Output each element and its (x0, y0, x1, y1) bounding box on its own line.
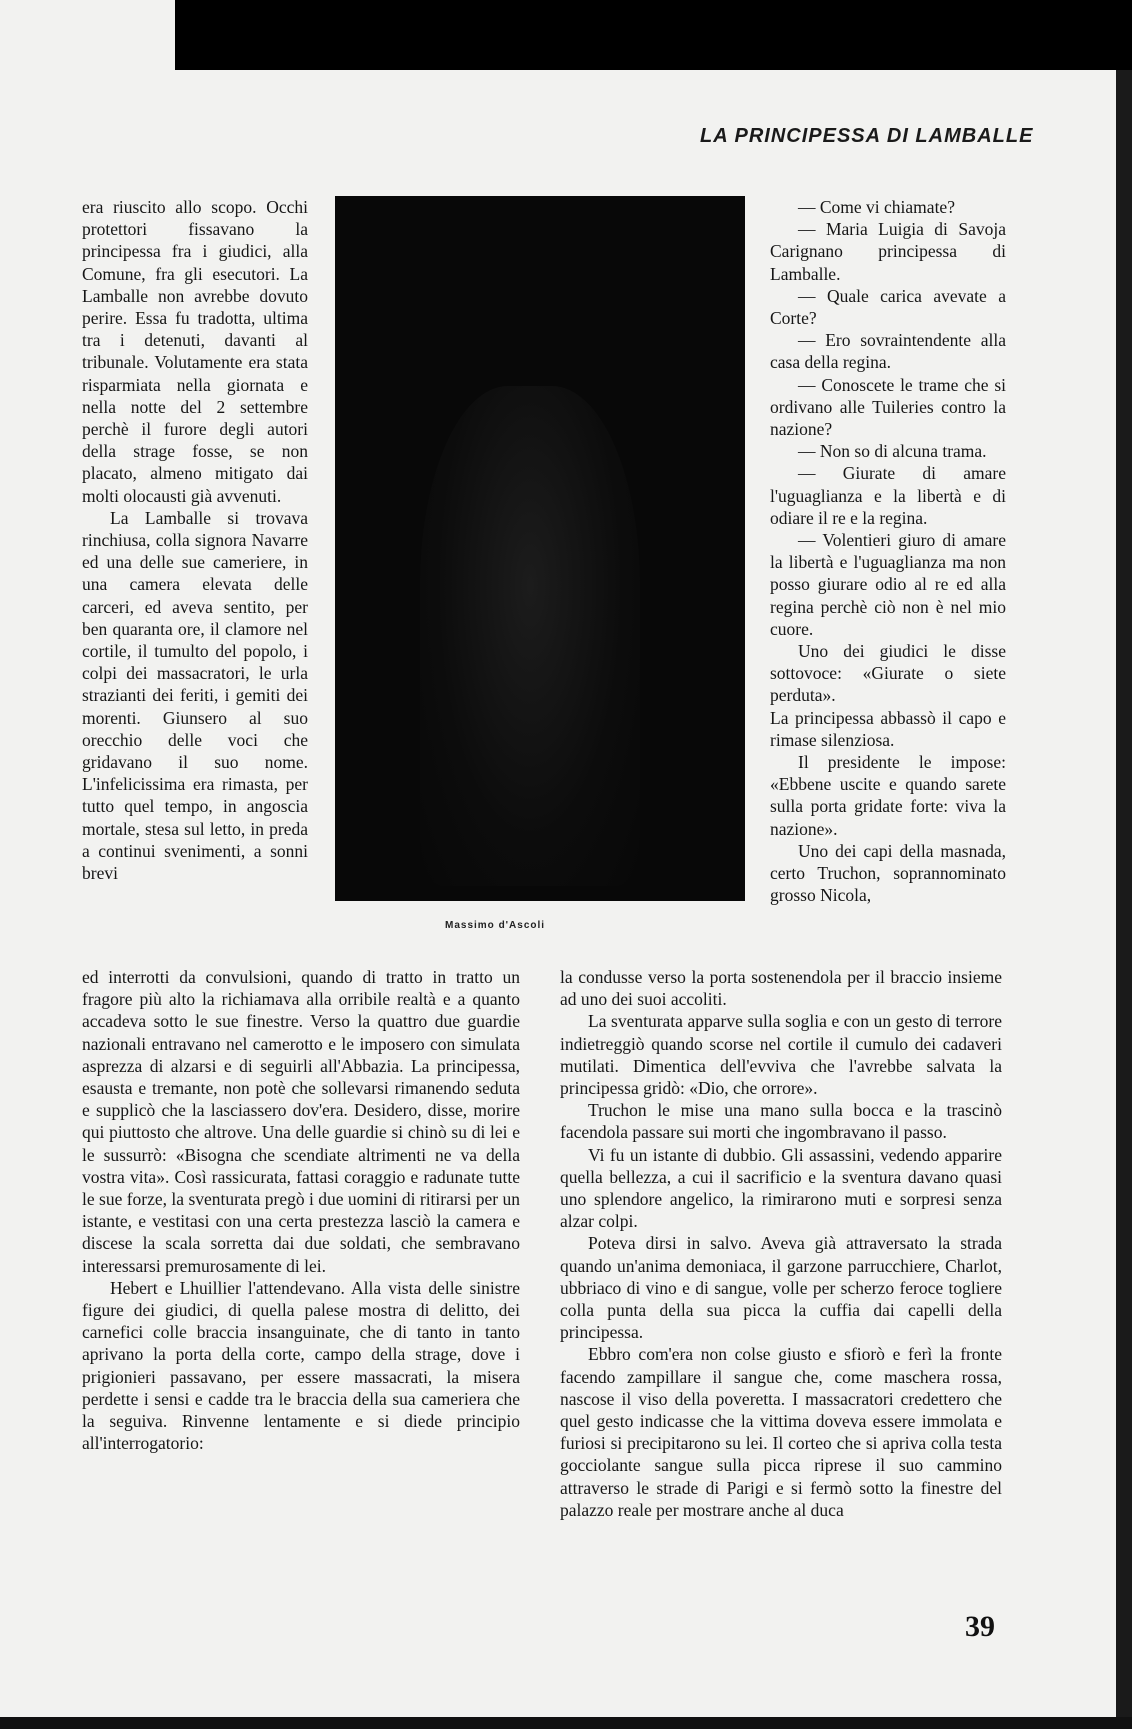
paragraph: la condusse verso la porta sostenendola per il braccio insieme ad uno dei suoi accoliti. (560, 967, 1002, 1010)
paragraph: La sventurata apparve sulla soglia e con un gesto di terrore indietreggiò quando scorse nel cortile il cumulo dei cadaveri mutilati. Dimentica dell'evviva che l'avrebbe salvata la principessa gridò: «Dio, che orrore». (560, 1011, 1002, 1099)
dialogue-line: — Giurate di amare l'uguaglianza e la libertà e di odiare il re e la regina. (770, 463, 1006, 528)
paragraph: era riuscito allo scopo. Occhi protettori fissavano la principessa fra i giudici, alla Comune, fra gli esecutori. La Lamballe non avrebbe dovuto perire. Essa fu tradotta, ultima tra i detenuti, davanti al tribunale. Volutamente era stata risparmiata nella giornata e nella notte del 2 settembre perchè il furore degli autori della strage fosse, se non placato, almeno mitigato dai molti olocausti già avvenuti. (82, 197, 308, 506)
dialogue-line: — Come vi chiamate? (798, 197, 955, 217)
paragraph: Uno dei capi della masnada, certo Truchon, soprannominato grosso Nicola, (770, 840, 1006, 906)
dialogue-line: — Ero sovraintendente alla casa della regina. (770, 330, 1006, 373)
column-right-bottom (560, 966, 1002, 1521)
right-dark-edge (1116, 70, 1132, 1729)
paragraph: La principessa abbassò il capo e rimase silenziosa. (770, 707, 1006, 750)
top-left-paper-edge (0, 0, 175, 70)
photo-credit: Massimo d'Ascoli (445, 920, 546, 931)
dialogue-line: — Conoscete le trame che si ordivano alle Tuileries contro la nazione? (770, 374, 1006, 440)
bottom-dark-edge (0, 1717, 1132, 1729)
paragraph: Truchon le mise una mano sulla bocca e la trascinò facendola passare sui morti che ingombravano il passo. (560, 1100, 1002, 1143)
top-dark-border (0, 0, 1132, 70)
column-left-bottom (82, 966, 520, 1454)
page-number: 39 (965, 1610, 995, 1643)
portrait-figure (420, 386, 640, 886)
paragraph: Vi fu un istante di dubbio. Gli assassini, vedendo apparire quella bellezza, a cui il sacrificio e la sventura davano quasi uno splendore angelico, la rimirarono muti e sorpresi senza alzar colpi. (560, 1144, 1002, 1232)
portrait-photo (335, 196, 745, 901)
column-right-top (770, 196, 1006, 907)
dialogue-line: — Quale carica avevate a Corte? (770, 285, 1006, 329)
dialogue-line: — Non so di alcuna trama. (798, 441, 987, 462)
running-title: LA PRINCIPESSA DI LAMBALLE (700, 125, 1034, 147)
paragraph: Hebert e Lhuillier l'attendevano. Alla vista delle sinistre figure dei giudici, di quella palese mostra di delitto, dei carnefici colle braccia insanguinate, che di tanto in tanto aprivano la porta della corte, campo della strage, dove i prigionieri passavano, per essere massacrati, la misera perdette i sensi e cadde tra le braccia della sua cameriera che la seguiva. Rinvenne lentamente e si diede principio all'interrogatorio: (82, 1277, 520, 1454)
dialogue-line: — Maria Luigia di Savoja Carignano principessa di Lamballe. (770, 219, 1006, 284)
paragraph: ed interrotti da convulsioni, quando di tratto in tratto un fragore più alto la richiamava alla orribile realtà e a quanto accadeva sotto le sue finestre. Verso la quattro due guardie nazionali entravano nel camerotto e le imposero con simulata asprezza di alzarsi e di seguirli all'Abbazia. La principessa, esausta e tremante, non potè che sollevarsi rimanendo seduta e supplicò che la lasciassero dov'era. Desidero, disse, morire qui piuttosto che altrove. Una delle guardie si chinò su di lei e le sussurrò: «Bisogna che scendiate altrimenti ne va della vostra vita». Così rassicurata, fattasi coraggio e radunate tutte le sue forze, la sventurata pregò i due uomini di ritirarsi per un istante, e vestitasi con una certa prestezza lasciò la camera e discese la scala sorretta dai due soldati, che sembravano interessarsi premurosamente di lei. (82, 967, 520, 1276)
paragraph: La Lamballe si trovava rinchiusa, colla signora Navarre ed una delle sue cameriere, in una camera elevata delle carceri, ed aveva sentito, per ben quaranta ore, il clamore nel cortile, il tumulto del popolo, i colpi dei massacratori, le urla strazianti dei feriti, i gemiti dei morenti. Giunsero al suo orecchio delle voci che gridavano il suo nome. L'infelicissima era rimasta, per tutto quel tempo, in angoscia mortale, stesa sul letto, in preda a continui svenimenti, a sonni brevi (82, 507, 308, 884)
paragraph: Poteva dirsi in salvo. Aveva già attraversato la strada quando un'anima demoniaca, il garzone parrucchiere, Charlot, ubbriaco di vino e di sangue, volle per scherzo feroce togliere colla punta della sua picca la cuffia dai capelli della principessa. (560, 1233, 1002, 1343)
dialogue-line: — Volentieri giuro di amare la libertà e l'uguaglianza ma non posso giurare odio al re ed alla regina perchè ciò non è nel mio cuore. (770, 530, 1006, 639)
paragraph: Uno dei giudici le disse sottovoce: «Giurate o siete perduta». (770, 641, 1006, 706)
column-left-top (82, 196, 308, 884)
paragraph: Ebbro com'era non colse giusto e sfiorò e ferì la fronte facendo zampillare il sangue che, come maschera rossa, nascose il viso della poveretta. I massacratori credettero che quel gesto indicasse che la vittima doveva essere immolata e furiosi si precipitarono su lei. Il corteo che si apriva colla testa gocciolante sangue sulla picca riprese il suo cammino attraverso le strade di Parigi e si fermò sotto la finestre del palazzo reale per mostrare anche al duca (560, 1344, 1002, 1520)
paragraph: Il presidente le impose: «Ebbene uscite e quando sarete sulla porta gridate forte: viva la nazione». (770, 752, 1006, 839)
